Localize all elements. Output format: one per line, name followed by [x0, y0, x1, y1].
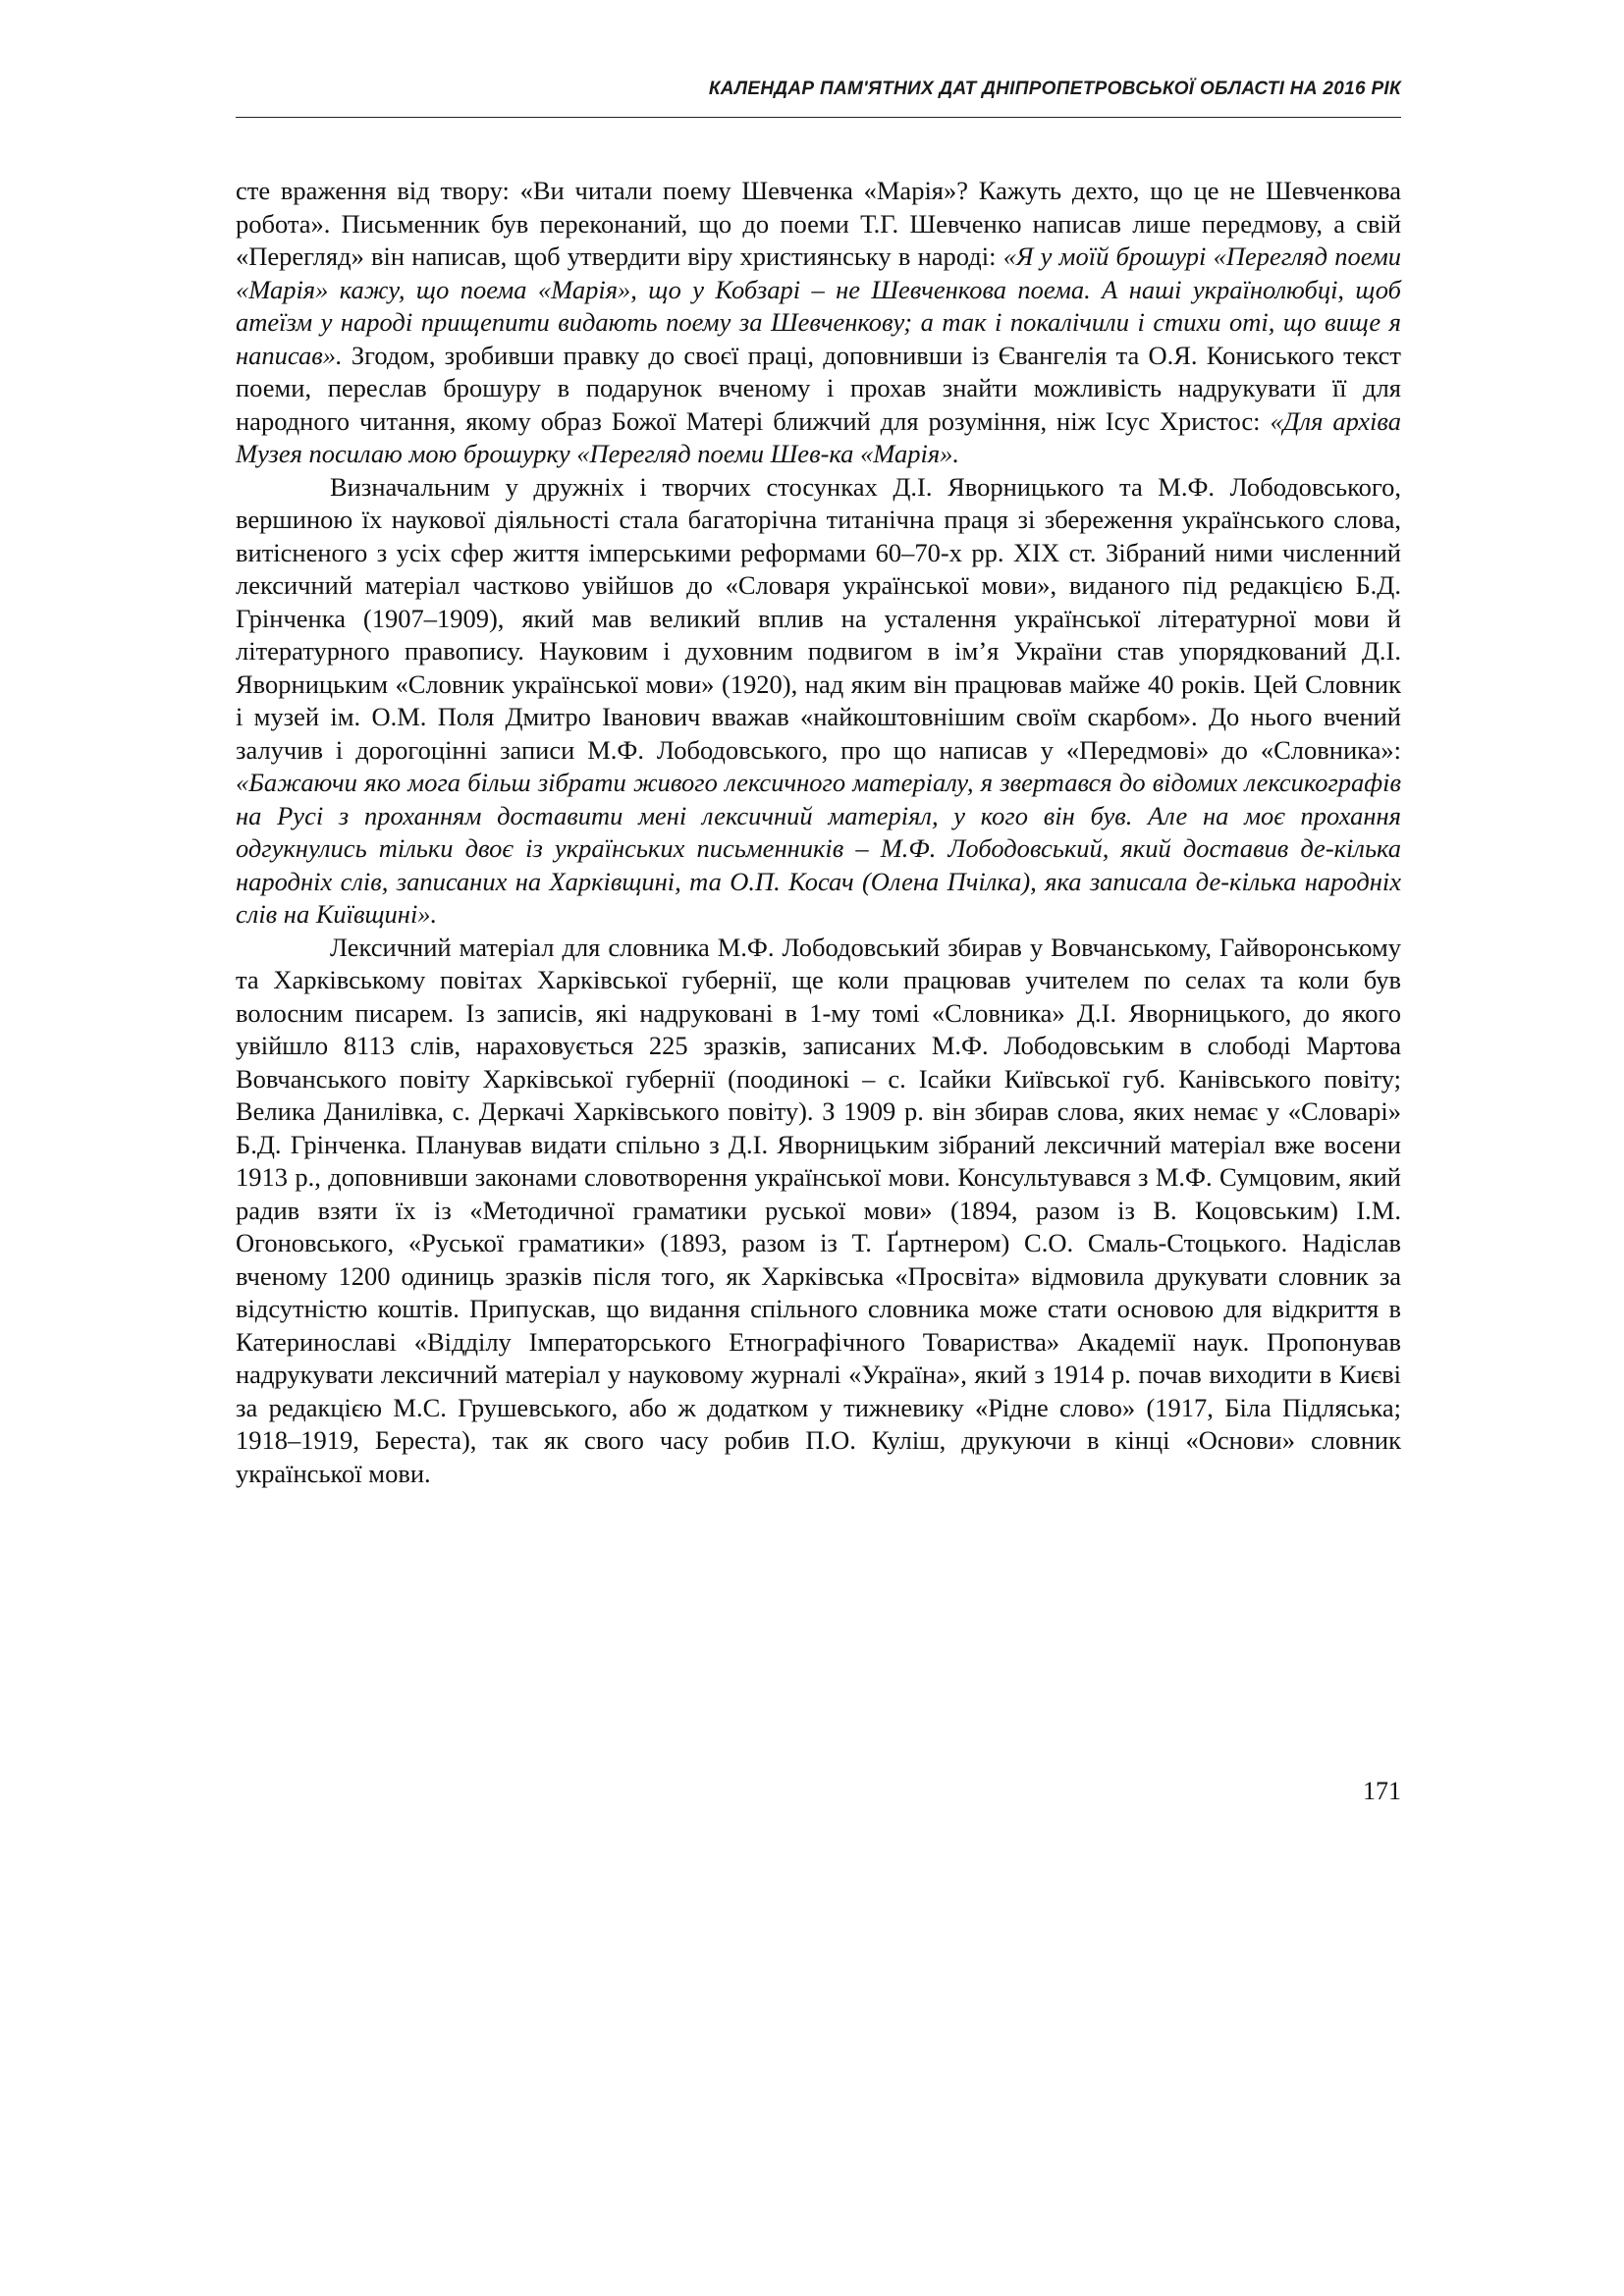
paragraph-1 [236, 175, 1401, 471]
paragraph-1-quote-b: «Для архіва Музея посилаю мою брошурку «Перегляд поеми Шев-ка «Марія». [236, 405, 1401, 468]
paragraph-1-text-a: сте враження від твору: «Ви читали поему Шевченка «Марія»? Кажуть дехто, що це не Шевченкова робота». Письменник був переконаний, що до поеми Т.Г. Шевченко написав лише передмову, а свій «Перегляд» він написав, щоб утвердити віру християнську в народі: [236, 176, 1401, 271]
paragraph-2-quote: «Бажаючи яко мога більш зібрати живого лексичного матеріалу, я звертався до відомих лексикографів на Русі з проханням доставити мені лексичний матеріял, у кого він був. Але на моє прохання одгукнулись тільки двоє із українських письменників – М.Ф. Лободовський, який доставив де-кілька народніх слів, записаних на Харківщині, та О.П. Косач (Олена Пчілка), яка записала де-кілька народніх слів на Київщині». [236, 768, 1401, 929]
paragraph-3-text: Лексичний матеріал для словника М.Ф. Лободовський збирав у Вовчанському, Гайворонському та Харківському повітах Харківської губернії, ще коли працював учителем по селах та коли був волосним писарем. Із записів, які надруковані в 1-му томі «Словника» Д.І. Яворницького, до якого увійшло 8113 слів, нараховується 225 зразків, записаних М.Ф. Лободовським в слободі Мартова Вовчанського повіту Харківської губернії (поодинокі – с. Ісайки Київської губ. Канівського повіту; Велика Данилівка, с. Деркачі Харківського повіту). З 1909 р. він збирав слова, яких немає у «Словарі» Б.Д. Грінченка. Планував видати спільно з Д.І. Яворницьким зібраний лексичний матеріал вже восени 1913 р., доповнивши законами словотворення української мови. Консультувався з М.Ф. Сумцовим, який радив взяти їх із «Методичної граматики руської мови» (1894, разом із В. Коцовським) І.М. Огоновського, «Руської граматики» (1893, разом із Т. Ґартнером) С.О. Смаль-Стоцького. Надіслав вченому 1200 одиниць зразків після того, як Харківська «Просвіта» відмовила друкувати словник за відсутністю коштів. Припускав, що видання спільного словника може стати основою для відкриття в Катеринославі «Відділу Імператорського Етнографічного Товариства» Академії наук. Пропонував надрукувати лексичний матеріал у науковому журналі «Україна», який з 1914 р. почав виходити в Києві за редакцією М.С. Грушевського, або ж додатком у тижневику «Рідне слово» (1917, Біла Підляська; 1918–1919, Береста), так як свого часу робив П.О. Куліш, друкуючи в кінці «Основи» словник української мови. [236, 932, 1401, 1488]
paragraph-1-text-b: Згодом, зробивши правку до своєї праці, доповнивши із Євангелія та О.Я. Кониського текст поеми, переслав брошуру в подарунок вченому і прохав знайти можливість надрукувати її для народного читання, якому образ Божої Матері ближчий для розуміння, ніж Ісус Христос: [236, 340, 1401, 436]
header-divider [236, 117, 1401, 118]
page-number: 171 [1363, 1777, 1401, 1805]
main-text [236, 175, 1401, 1490]
paragraph-3 [236, 932, 1401, 1491]
paragraph-2-text: Визначальним у дружніх і творчих стосунках Д.І. Яворницького та М.Ф. Лободовського, вершиною їх наукової діяльності стала багаторічна титанічна праця зі збереження українського слова, витісненого з усіх сфер життя імперськими реформами 60–70-х рр. XIX ст. Зібраний ними численний лексичний матеріал частково увійшов до «Словаря української мови», виданого під редакцією Б.Д. Грінченка (1907–1909), який мав великий вплив на усталення української літературної мови й літературного правопису. Науковим і духовним подвигом в ім’я України став упорядкований Д.І. Яворницьким «Словник української мови» (1920), над яким він працював майже 40 років. Цей Словник і музей ім. О.М. Поля Дмитро Іванович вважав «найкоштовнішим своїм скарбом». До нього вчений залучив і дорогоцінні записи М.Ф. Лободовського, про що написав у «Передмові» до «Словника»: [236, 471, 1401, 765]
running-header [236, 79, 1401, 100]
paragraph-1-quote-a: «Я у моїй брошурі «Перегляд поеми «Марія» кажу, що поема «Марія», що у Кобзарі – не Шевченкова поема. А наші українолюбці, щоб атеїзм у народі прищепити видають поему за Шевченкову; а так і покалічили і стихи оті, що вище я написав». [236, 241, 1401, 370]
running-title: КАЛЕНДАР ПАМ'ЯТНИХ ДАТ ДНІПРОПЕТРОВСЬКОЇ ОБЛАСТІ НА 2016 РІК [708, 79, 1401, 99]
paragraph-2 [236, 471, 1401, 932]
